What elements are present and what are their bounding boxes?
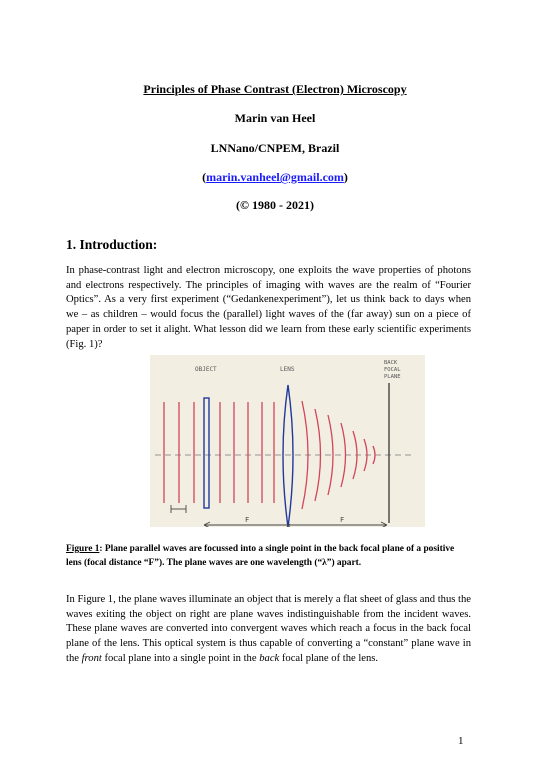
f-label-left: F bbox=[245, 516, 250, 524]
emphasis-front: front bbox=[81, 652, 102, 664]
f-label-right: F bbox=[340, 516, 345, 524]
paper-title: Principles of Phase Contrast (Electron) Microscopy bbox=[143, 82, 407, 96]
caption-label: Figure 1 bbox=[66, 544, 100, 554]
email-paren-open: ( bbox=[202, 170, 207, 184]
wavelength-marker bbox=[171, 505, 186, 513]
author-name: Marin van Heel bbox=[234, 111, 316, 125]
paragraph2-part3: focal plane of the lens. bbox=[279, 652, 379, 664]
emphasis-back: back bbox=[259, 652, 280, 664]
copyright-line: (© 1980 - 2021) bbox=[236, 198, 314, 212]
figure-caption bbox=[66, 543, 471, 570]
plane-waves bbox=[164, 402, 274, 503]
converging-wave bbox=[373, 446, 375, 464]
paragraph2-part2: focal plane into a single point in the bbox=[101, 652, 260, 664]
lens-label: LENS bbox=[280, 366, 295, 373]
object-plate bbox=[204, 398, 209, 508]
caption-text: : Plane parallel waves are focussed into a single point in the back focal plane of a positive lens (focal distance “F”). The plane waves are one wavelength (“λ”) apart. bbox=[66, 544, 455, 568]
converging-wave bbox=[341, 423, 346, 487]
page-number: 1 bbox=[458, 735, 464, 747]
optics-sketch bbox=[150, 355, 425, 527]
lens-shape bbox=[283, 385, 293, 527]
figure-1-image bbox=[150, 355, 425, 527]
plane-label: PLANE bbox=[384, 374, 401, 380]
lens-center-mark: × bbox=[286, 521, 291, 527]
back-label: BACK bbox=[384, 360, 398, 366]
intro-paragraph: In phase-contrast light and electron microscopy, one exploits the wave properties of photons and electrons respectively. The principles of imaging with waves are the realm of “Fourier Optics”. As a very first experiment (“Gedankenexperiment”), let us think back to days when we – as children – would focus the (parallel) light waves of the (far away) sun on a piece of paper in order to set it alight. What lesson did we learn from these early scientific experiments (Fig. 1)? bbox=[66, 265, 471, 350]
email-paren-close: ) bbox=[343, 170, 348, 184]
figure-discussion-paragraph bbox=[66, 593, 471, 667]
paragraph2-part1: In Figure 1, the plane waves illuminate an object that is merely a flat sheet of glass and thus the waves exiting the object on right are plane waves indistinguishable from the incident waves. These plane waves are converted into convergent waves which reach a focus in the back focal plane of the lens. This optical system is thus capable of converting a “constant” plane wave in the bbox=[66, 594, 471, 664]
focal-label: FOCAL bbox=[384, 367, 401, 373]
contact-line bbox=[0, 170, 550, 184]
section-heading: 1. Introduction: bbox=[66, 237, 158, 252]
email-link[interactable]: marin.vanheel@gmail.com bbox=[206, 170, 344, 184]
object-label: OBJECT bbox=[195, 366, 217, 373]
focal-distance-arrows bbox=[204, 522, 387, 527]
affiliation: LNNano/CNPEM, Brazil bbox=[210, 141, 340, 155]
